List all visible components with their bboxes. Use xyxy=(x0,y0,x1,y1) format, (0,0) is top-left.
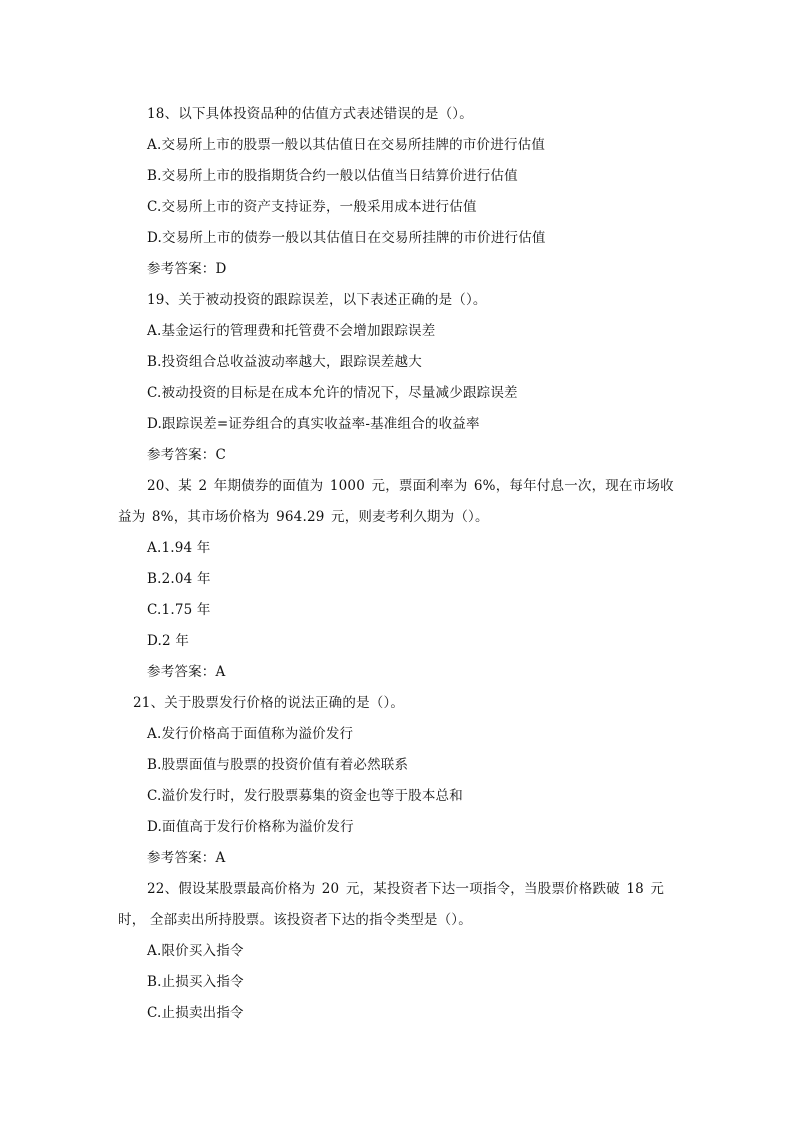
question-18-option-c: C.交易所上市的资产支持证券，一般采用成本进行估值 xyxy=(147,199,477,215)
question-19-stem: 19、关于被动投资的跟踪误差，以下表述正确的是（）。 xyxy=(147,292,487,308)
question-20-stem-line-1: 20、某 2 年期债券的面值为 1000 元，票面利率为 6%，每年付息一次，现在市场收 xyxy=(147,478,674,494)
question-20-answer: 参考答案：A xyxy=(147,664,226,680)
question-19-option-a: A.基金运行的管理费和托管费不会增加跟踪误差 xyxy=(147,323,436,339)
question-22-stem-line-1: 22、假设某股票最高价格为 20 元，某投资者下达一项指令，当股票价格跌破 18 元 xyxy=(147,881,665,897)
question-22-stem-line-2: 时， 全部卖出所持股票。该投资者下达的指令类型是（）。 xyxy=(118,912,472,928)
question-21-option-c: C.溢价发行时，发行股票募集的资金也等于股本总和 xyxy=(147,788,463,804)
question-18-option-b: B.交易所上市的股指期货合约一般以估值当日结算价进行估值 xyxy=(147,168,518,184)
question-19-option-b: B.投资组合总收益波动率越大，跟踪误差越大 xyxy=(147,354,422,370)
question-22-option-c: C.止损卖出指令 xyxy=(147,1005,244,1021)
question-22-option-b: B.止损买入指令 xyxy=(147,974,244,990)
question-20-option-b: B.2.04 年 xyxy=(147,571,211,587)
question-19-answer: 参考答案：C xyxy=(147,447,227,463)
question-22-option-a: A.限价买入指令 xyxy=(147,943,244,959)
question-20-option-d: D.2 年 xyxy=(147,633,190,649)
question-21-answer: 参考答案：A xyxy=(147,850,226,866)
question-21-option-a: A.发行价格高于面值称为溢价发行 xyxy=(147,726,354,742)
question-21-option-b: B.股票面值与股票的投资价值有着必然联系 xyxy=(147,757,409,773)
question-21-option-d: D.面值高于发行价格称为溢价发行 xyxy=(147,819,354,835)
question-21-stem: 21、关于股票发行价格的说法正确的是（）。 xyxy=(133,695,405,711)
question-18-stem: 18、以下具体投资品种的估值方式表述错误的是（）。 xyxy=(147,106,473,122)
question-18-option-a: A.交易所上市的股票一般以其估值日在交易所挂牌的市价进行估值 xyxy=(147,137,546,153)
question-18-answer: 参考答案：D xyxy=(147,261,227,277)
question-19-option-d: D.跟踪误差=证券组合的真实收益率-基准组合的收益率 xyxy=(147,416,480,432)
question-20-stem-line-2: 益为 8%，其市场价格为 964.29 元，则麦考利久期为（）。 xyxy=(118,509,489,525)
question-18-option-d: D.交易所上市的债券一般以其估值日在交易所挂牌的市价进行估值 xyxy=(147,230,546,246)
question-19-option-c: C.被动投资的目标是在成本允许的情况下，尽量减少跟踪误差 xyxy=(147,385,518,401)
question-20-option-a: A.1.94 年 xyxy=(147,540,211,556)
question-20-option-c: C.1.75 年 xyxy=(147,602,211,618)
